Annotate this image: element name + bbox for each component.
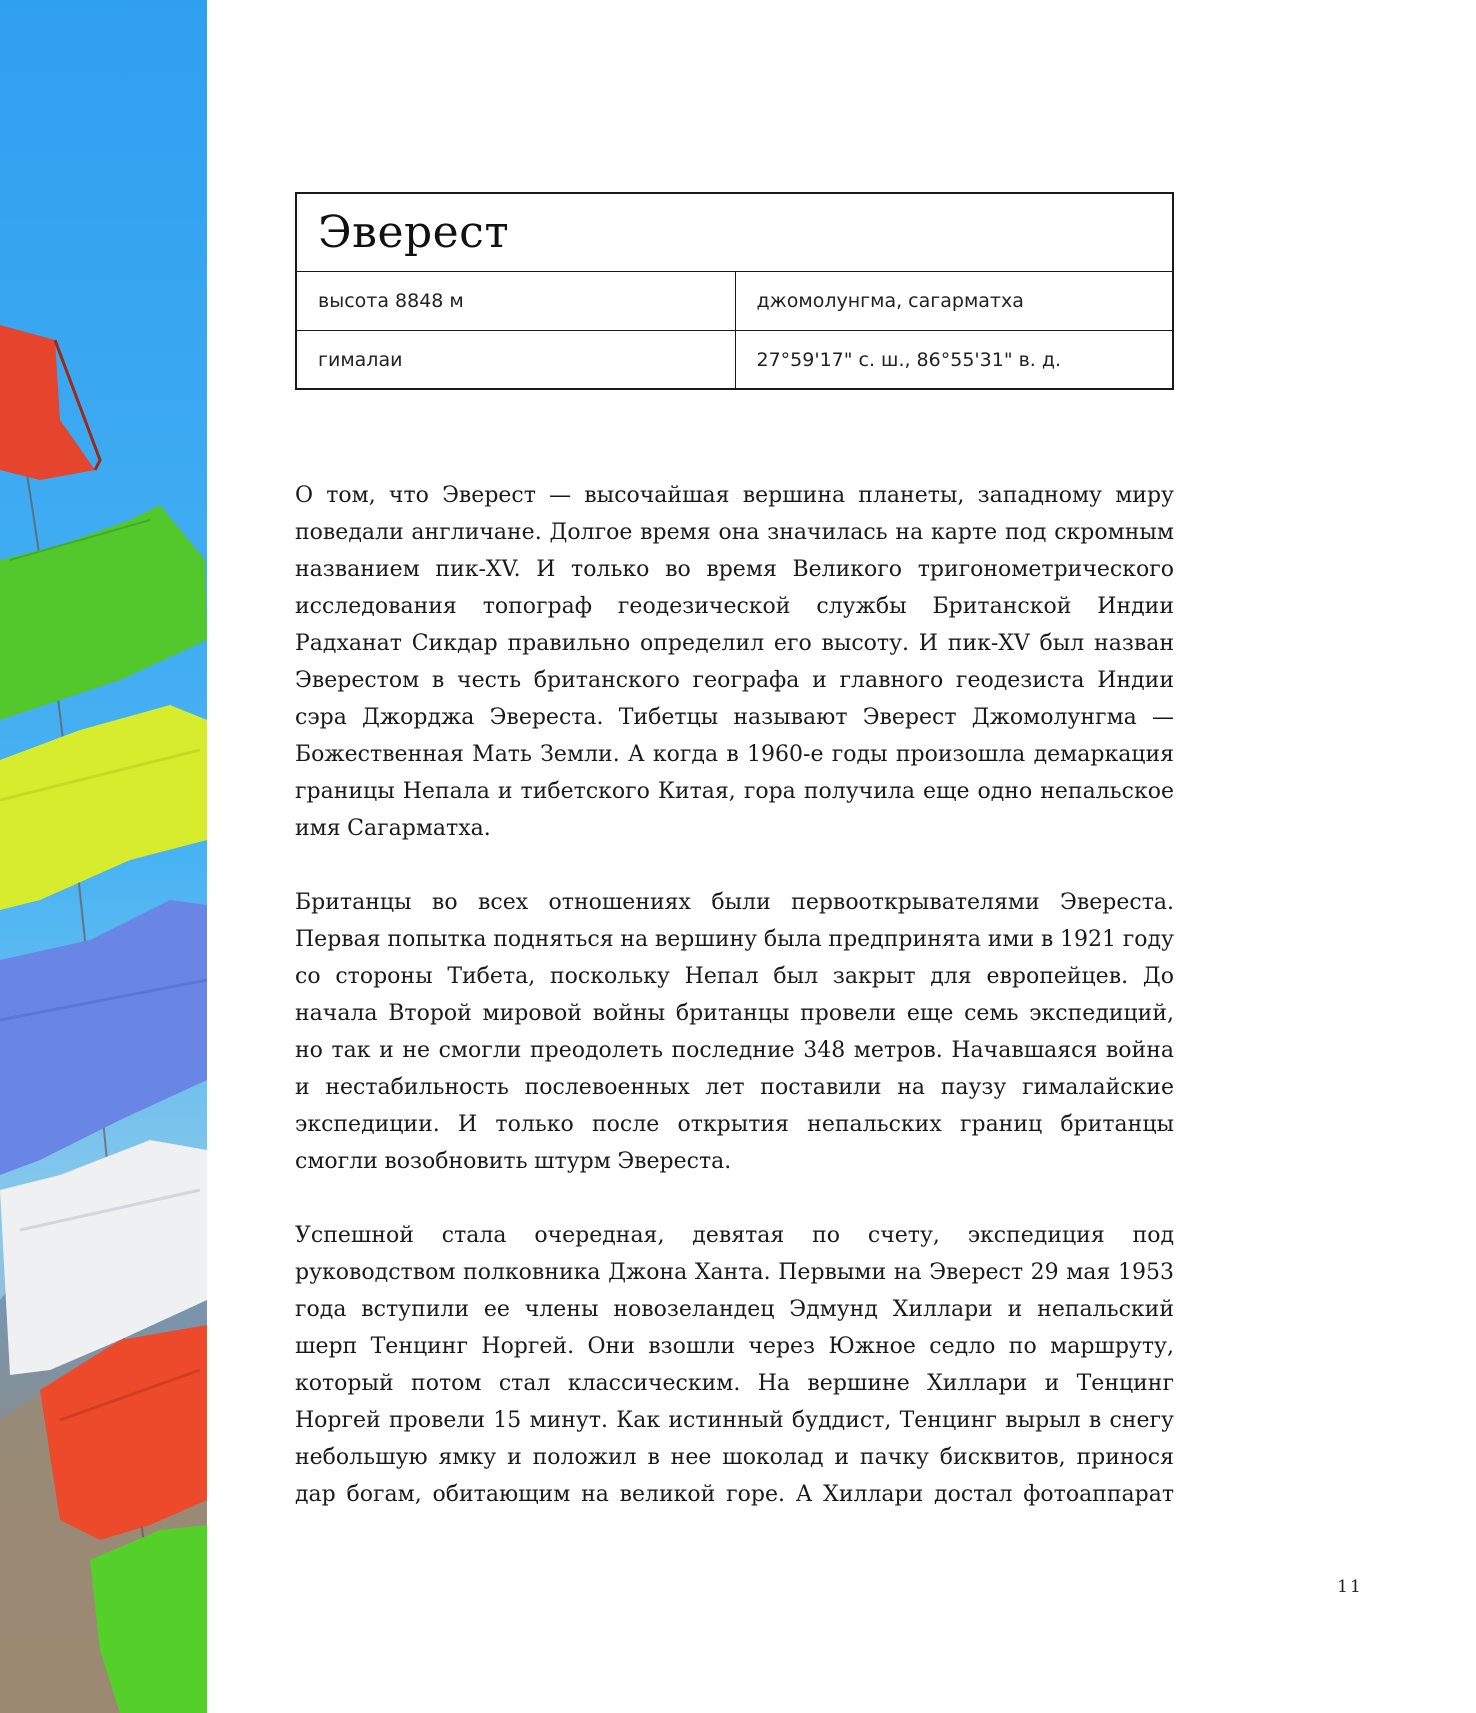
height-cell: высота 8848 м <box>318 290 464 312</box>
article-body <box>295 477 1174 1550</box>
article-paragraph: Британцы во всех отношениях были первооткрывателями Эвереста. Первая попытка подняться на вершину была предпринята ими в 1921 году со стороны Тибета, поскольку Непал был закрыт для европейцев. До начала Второй мировой войны британцы провели еще семь экспедиций, но так и не смогли преодолеть последние 348 метров. Начавшаяся война и нестабильность послевоенных лет поставили на паузу гималайские экспедиции. И только после открытия непальских границ британцы смогли возобновить штурм Эвереста. <box>295 890 1174 1174</box>
alternate-names-cell: джомолунгма, сагарматха <box>735 272 1173 330</box>
mountain-name-title: Эверест <box>297 194 1172 272</box>
coordinates-cell: 27°59'17" с. ш., 86°55'31" в. д. <box>735 331 1173 388</box>
range-cell: гималаи <box>318 348 403 371</box>
prayer-flags-image <box>0 0 207 1713</box>
article-paragraph: О том, что Эверест — высочайшая вершина планеты, западному миру поведали англичане. Долгое время она значилась на карте под скромным названием пик-XV. И только во время Великого тригонометрического исследования топограф геодезической службы Британской Индии Радханат Сикдар правильно определил его высоту. И пик-XV был назван Эверестом в честь британского географа и главного геодезиста Индии сэра Джорджа Эвереста. Тибетцы называют Эверест Джомолунгма — Божественная Мать Земли. А когда в 1960-е годы произошла демаркация границы Непала и тибетского Китая, гора получила еще одно непальское имя Сагарматха. <box>295 483 1174 841</box>
info-row-height <box>297 272 1172 330</box>
info-row-location <box>297 330 1172 388</box>
article-paragraph: Успешной стала очередная, девятая по счету, экспедиция под руководством полковника Джона Ханта. Первыми на Эверест 29 мая 1953 года вступили ее члены новозеландец Эдмунд Хиллари и непальский шерп Тенцинг Норгей. Они взошли через Южное седло по маршруту, который потом стал классическим. На вершине Хиллари и Тенцинг Норгей провели 15 минут. Как истинный буддист, Тенцинг вырыл в снегу небольшую ямку и положил в нее шоколад и пачку бисквитов, принося дар богам, обитающим на великой горе. А Хиллари достал фотоаппарат <box>295 1223 1174 1507</box>
prayer-flags-photo <box>0 0 207 1713</box>
page-number: 11 <box>1337 1577 1363 1597</box>
mountain-info-table <box>295 192 1174 390</box>
